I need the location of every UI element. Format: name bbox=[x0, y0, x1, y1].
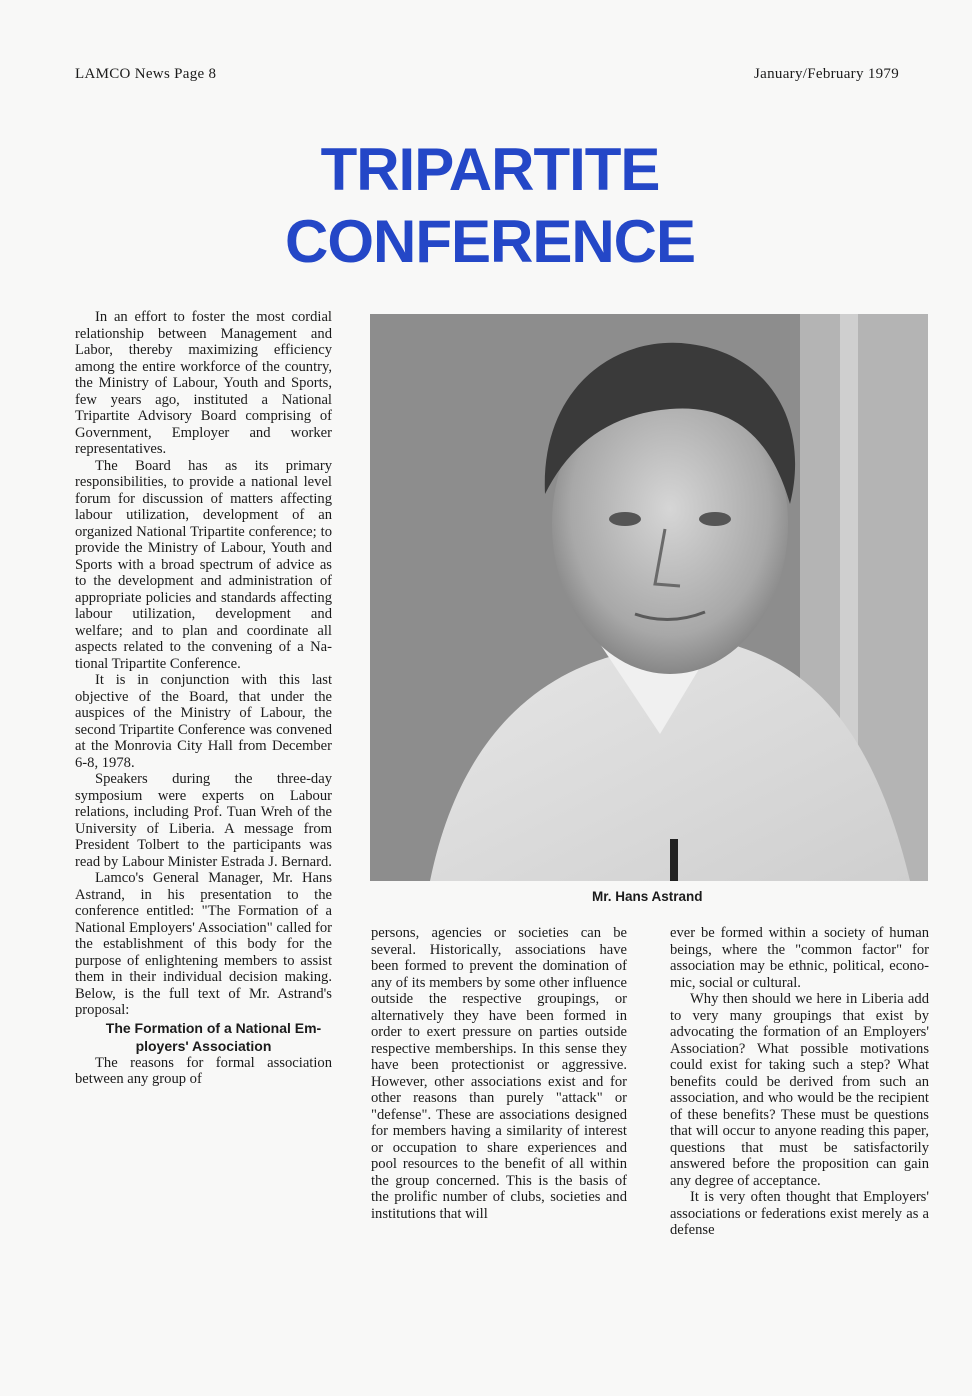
photo-caption: Mr. Hans Astrand bbox=[592, 889, 703, 904]
page-header-left: LAMCO News Page 8 bbox=[75, 66, 217, 82]
article-column-3 bbox=[670, 925, 929, 1239]
headline-line-2: CONFERENCE bbox=[284, 208, 696, 275]
paragraph: It is very often thought that Employers' associations or federations exist merely as a defense bbox=[670, 1189, 929, 1238]
paragraph: The Board has as its primary responsibilities, to provide a national level forum for discussion of matters affecting labour utilization, development of an organized National Tripartite conference; to provide the Ministry of Labour, Youth and Sports with a broad spectrum of advice as to the development and administration of appropriate policies and standards affecting labour utilization, development and welfare; and to plan and coordinate all aspects related to the convening of a National Tripartite Conference. bbox=[75, 457, 332, 672]
headline-line-1: TRIPARTITE bbox=[320, 136, 660, 203]
page-header-date: January/February 1979 bbox=[754, 66, 900, 82]
paragraph: In an effort to foster the most cordial relationship between Management and Labor, thereby maximizing efficiency among the entire workforce of the country, the Ministry of Labour, Youth and Sports, few years ago, instituted a National Tripartite Advisory Board comprising of Government, Employer and worker representatives. bbox=[75, 309, 332, 457]
paragraph: Lamco's General Manager, Mr. Hans Astrand, in his presentation to the conference entitled: "The Formation of a National Employers' Association" called for the establishment of this body for the purpose of enlightening members to assist them in their individual decision making. Below, is the full text of Mr. Astrand's proposal: bbox=[75, 870, 332, 1018]
paragraph: The reasons for formal association between any group of bbox=[75, 1054, 332, 1087]
paragraph: persons, agencies or societies can be several. Historically, associations have been formed to prevent the domination of any of its members by some other influence outside the respective groupings, or alternatively they have been formed in order to exert pressure on parties outside respective memberships. In this sense they have been protectionist or aggressive. However, other associations exist and for other reasons than purely "attack" or "defense". These are associations designed for members having a similarity of interest or occupation to share experiences and pool resources to the benefit of all within the group concerned. This is the basis of the prolific number of clubs, societies and institutions that will bbox=[371, 925, 627, 1222]
paragraph: ever be formed within a society of human beings, where the "common factor" for association may be ethnic, political, economic, social or cultural. bbox=[670, 925, 929, 991]
paragraph: It is in conjunction with this last objective of the Board, that under the auspices of the Ministry of Labour, the second Tripartite Conference was convened at the Monrovia City Hall from December 6-8, 1978. bbox=[75, 672, 332, 771]
paragraph: Why then should we here in Liberia add to very many groupings that exist by advocating the formation of an Employers' Association? What possible motivations could exist for taking such a step? What benefits could be derived from such an association, and who would be the recipient of these benefits? These must be questions that will occur to anyone reading this paper, questions that must be satisfactorily answered before the proposition can gain any degree of acceptance. bbox=[670, 991, 929, 1189]
section-subheading: The Formation of a National Em-ployers' Association bbox=[105, 1019, 322, 1054]
article-column-1 bbox=[75, 309, 332, 1088]
portrait-photo bbox=[370, 314, 928, 881]
article-column-2 bbox=[371, 925, 627, 1222]
portrait-icon bbox=[370, 314, 928, 881]
paragraph: Speakers during the three-day symposium were experts on Labour relations, including Prof. Tuan Wreh of the University of Liberia. A message from President Tolbert to the participants was read by Labour Minister Estrada J. Bernard. bbox=[75, 771, 332, 870]
